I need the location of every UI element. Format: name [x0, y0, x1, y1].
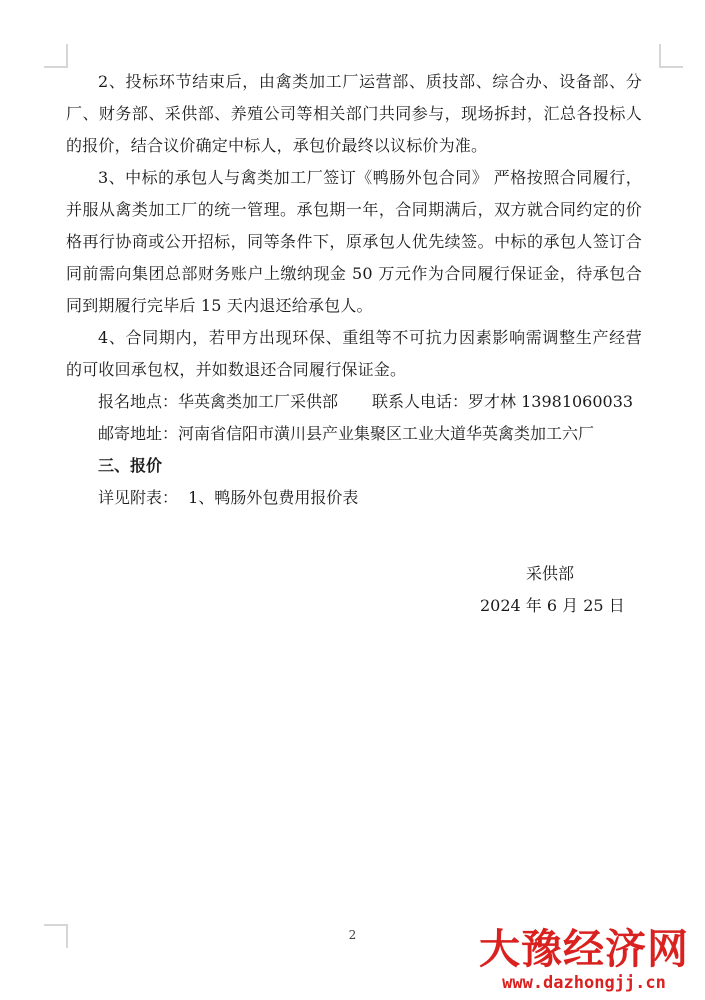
paragraph-contract-terms: 3、中标的承包人与禽类加工厂签订《鸭肠外包合同》 严格按照合同履行，并服从禽类加工厂的统一管理。承包期一年，合同期满后，双方就合同约定的价格再行协商或公开招标，同等条件下，原承包人优先续签。中标的承包人签订合同前需向集团总部财务账户上缴纳现金 50 万元作为合同履行保证金，待承包合同到期履行完毕后 15 天内退还给承包人。: [66, 168, 642, 315]
section-heading-quotation: 三、报价: [98, 456, 163, 475]
signoff-department: 采供部: [526, 564, 575, 583]
signoff-date: 2024 年 6 月 25 日: [480, 596, 625, 615]
site-watermark: [479, 925, 689, 993]
crop-mark-top-right: [659, 44, 683, 68]
watermark-site-url: www.dazhongjj.cn: [502, 973, 666, 993]
registration-line: [66, 386, 642, 418]
mailing-address: 邮寄地址：河南省信阳市潢川县产业集聚区工业大道华英禽类加工六厂: [98, 424, 595, 443]
contact-phone: 联系人电话：罗才林 13981060033: [372, 392, 634, 411]
paragraph-force-majeure: 4、合同期内，若甲方出现环保、重组等不可抗力因素影响需调整生产经营的可收回承包权，并如数退还合同履行保证金。: [66, 328, 642, 379]
page-number: 2: [348, 928, 357, 942]
crop-mark-top-left: [44, 44, 68, 68]
signoff-block: [480, 558, 640, 622]
registration-location: 报名地点：华英禽类加工厂采供部: [98, 392, 339, 411]
paragraph-bid-opening: 2、投标环节结束后，由禽类加工厂运营部、质技部、综合办、设备部、分厂、财务部、采供部、养殖公司等相关部门共同参与，现场拆封，汇总各投标人的报价，结合议价确定中标人，承包价最终以议标价为准。: [66, 72, 642, 155]
watermark-site-name: 大豫经济网: [479, 925, 689, 973]
document-body: [66, 66, 642, 514]
attachment-reference: 详见附表： 1、鸭肠外包费用报价表: [98, 488, 359, 507]
